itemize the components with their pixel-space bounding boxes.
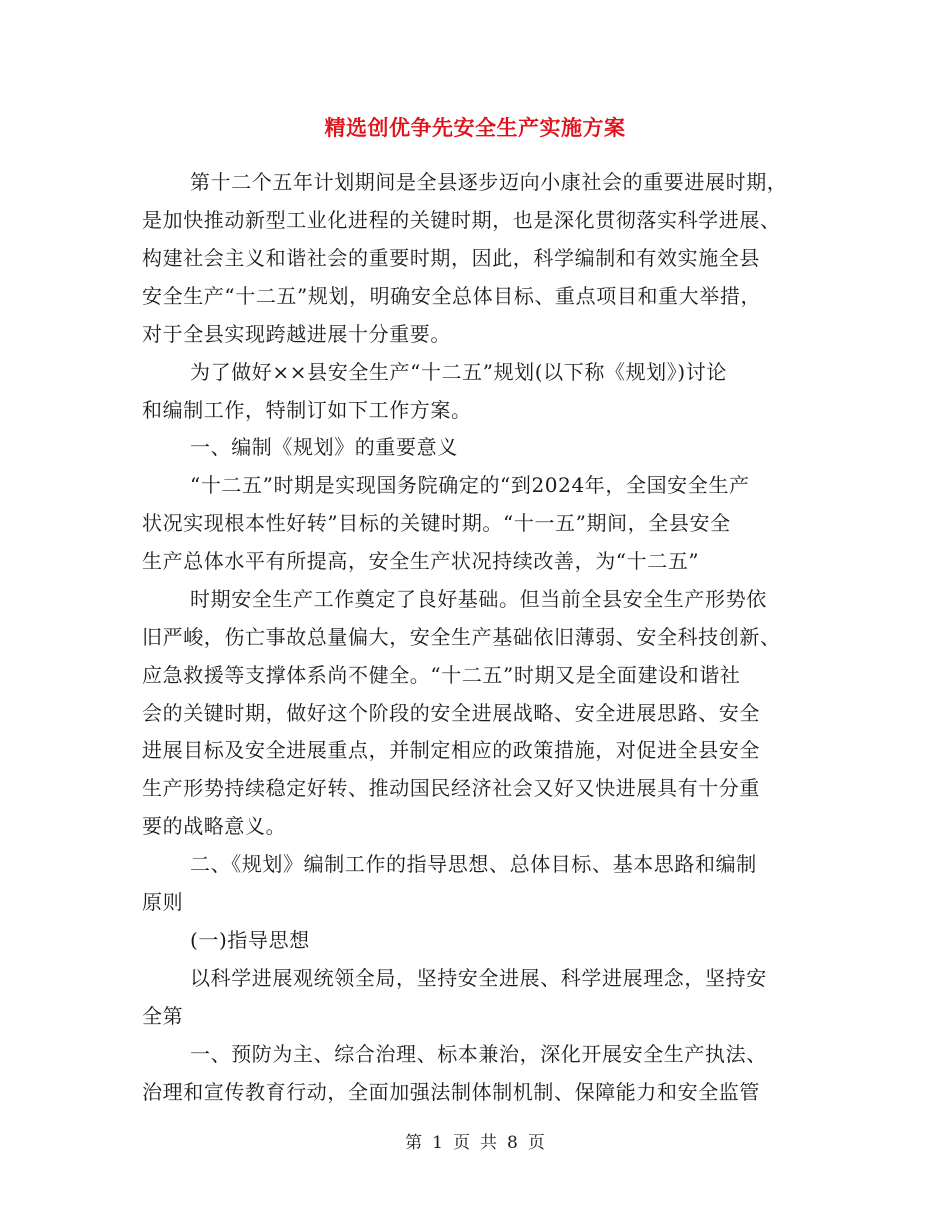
body-line: 安全生产“十二五”规划，明确安全总体目标、重点项目和重大举措， [142,284,762,308]
page-footer [0,1128,950,1153]
body-line: 旧严峻，伤亡事故总量偏大，安全生产基础依旧薄弱、安全科技创新、 [142,625,781,649]
body-line: 生产形势持续稳定好转、推动国民经济社会又好又快进展具有十分重 [142,776,760,800]
section-heading: 一、编制《规划》的重要意义 [190,435,458,459]
subsection-heading: (一)指导思想 [190,928,310,952]
footer-page-mid: 页 [453,1133,470,1153]
body-line: 会的关键时期，做好这个阶段的安全进展战略、安全进展思路、安全 [142,701,760,725]
body-line: 全第 [142,1004,184,1028]
footer-page-number: 1 [432,1133,443,1153]
body-line: 一、预防为主、综合治理、标本兼治，深化开展安全生产执法、 [190,1042,767,1066]
body-line: 状况实现根本性好转”目标的关键时期。“十一五”期间，全县安全 [142,511,731,535]
body-line: 对于全县实现跨越进展十分重要。 [142,322,451,346]
body-line: 时期安全生产工作奠定了良好基础。但当前全县安全生产形势依 [190,587,767,611]
footer-total-pages: 8 [507,1133,518,1153]
footer-page-prefix: 第 [405,1133,423,1153]
document-title: 精选创优争先安全生产实施方案 [324,115,626,140]
body-line: “十二五”时期是实现国务院确定的“到2024年，全国安全生产 [190,473,750,497]
body-line: 应急救援等支撑体系尚不健全。“十二五”时期又是全面建设和谐社 [142,663,741,687]
body-line: 和编制工作，特制订如下工作方案。 [142,398,472,422]
body-line: 治理和宣传教育行动，全面加强法制体制机制、保障能力和安全监管 [142,1080,760,1104]
body-line: 进展目标及安全进展重点，并制定相应的政策措施，对促进全县安全 [142,738,760,762]
body-line: 构建社会主义和谐社会的重要时期，因此，科学编制和有效实施全县 [142,246,760,270]
footer-total-suffix: 页 [527,1133,545,1153]
body-line: 第十二个五年计划期间是全县逐步迈向小康社会的重要进展时期， [190,170,788,194]
body-line: 为了做好××县安全生产“十二五”规划(以下称《规划》)讨论 [190,360,727,384]
body-line: 生产总体水平有所提高，安全生产状况持续改善，为“十二五” [142,549,700,573]
body-line: 以科学进展观统领全局，坚持安全进展、科学进展理念，坚持安 [190,966,767,990]
footer-total-prefix: 共 [480,1133,497,1153]
section-heading: 原则 [142,890,184,914]
section-heading: 二、《规划》编制工作的指导思想、总体目标、基本思路和编制 [190,852,757,876]
body-line: 要的战略意义。 [142,814,287,838]
body-line: 是加快推动新型工业化进程的关键时期，也是深化贯彻落实科学进展、 [142,208,781,232]
